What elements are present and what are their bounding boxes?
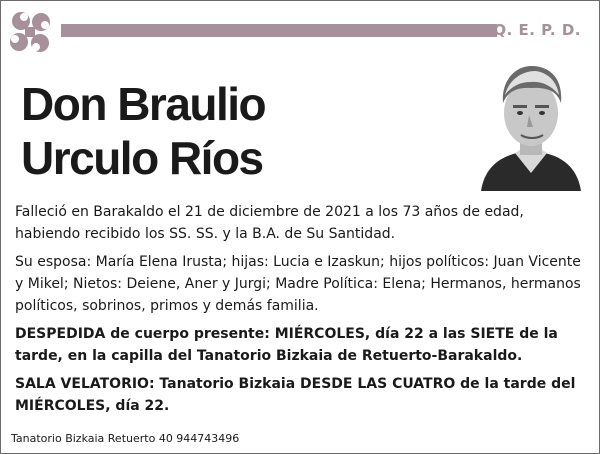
obituary-body <box>15 201 585 423</box>
wake-details: SALA VELATORIO: Tanatorio Bizkaia DESDE LAS CUATRO de la tarde del MIÉRCOLES, día 22. <box>15 376 576 414</box>
funeral-home-contact: Tanatorio Bizkaia Retuerto 40 944743496 <box>11 432 240 445</box>
family-list: Su esposa: María Elena Irusta; hijas: Lucia e Izaskun; hijos políticos: Juan Vicente y Mikel; Nietos: Deiene, Aner y Jurgi; Madre Política: Elena; Hermanos, hermanos políticos, sobrinos, primos y demás familia. <box>15 254 581 314</box>
farewell-details: DESPEDIDA de cuerpo presente: MIÉRCOLES, día 22 a las SIETE de la tarde, en la capilla del Tanatorio Bizkaia de Retuerto-Barakaldo. <box>15 326 558 364</box>
death-announcement: Falleció en Barakaldo el 21 de diciembre de 2021 a los 73 años de edad, habiendo recibido los SS. SS. y la B.A. de Su Santidad. <box>15 204 524 242</box>
name-line-1: Don Braulio <box>21 78 266 130</box>
qepd-label: Q. E. P. D. <box>493 21 581 39</box>
lauburu-icon <box>7 9 53 55</box>
deceased-portrait-photo <box>475 57 587 191</box>
header-divider-bar <box>61 24 497 37</box>
name-line-2: Urculo Ríos <box>21 132 263 184</box>
deceased-name <box>21 77 265 185</box>
